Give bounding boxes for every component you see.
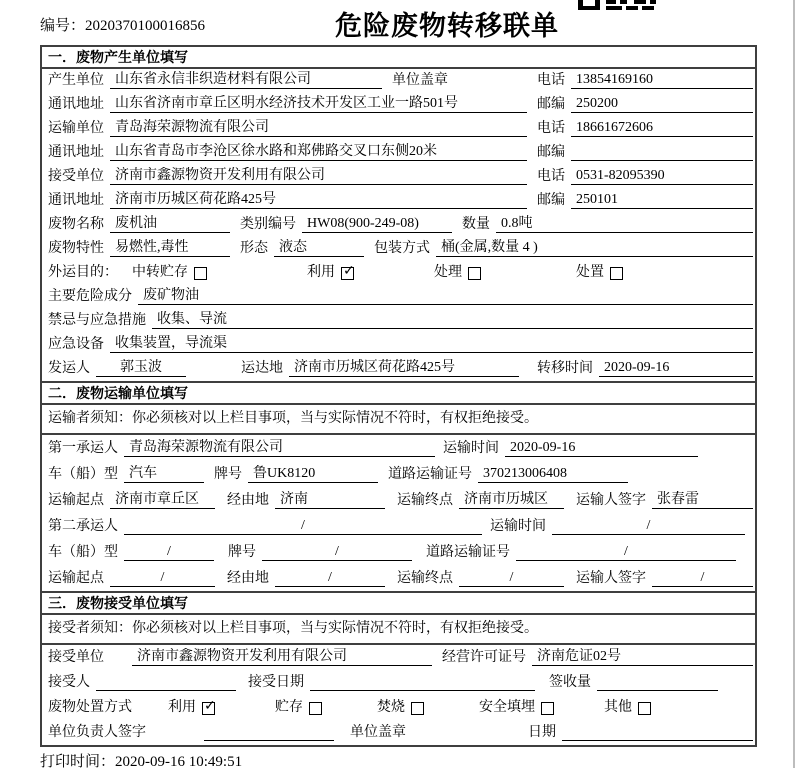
transporter-row: [42, 117, 755, 141]
receiver-value: 济南市鑫源物资开发利用有限公司: [110, 167, 527, 185]
transporter-value: 青岛海荣源物流有限公司: [110, 119, 527, 137]
disposal-option-label: 利用: [168, 700, 196, 715]
qr-code-fragment-icon: [578, 0, 656, 10]
route1-via-value: 济南: [275, 491, 385, 509]
carrier2-row: [42, 513, 755, 539]
hazard-label: 主要危险成分: [48, 289, 132, 304]
disposal-option-label: 贮存: [275, 700, 303, 715]
receiver-zip-group: [537, 191, 753, 209]
route-via-label: 经由地: [227, 571, 269, 586]
destination-label: 运达地: [241, 361, 283, 376]
address-label: 通讯地址: [48, 97, 104, 112]
section3-header: 三．废物接受单位填写: [42, 591, 755, 615]
carrier1-label: 第一承运人: [48, 441, 118, 456]
responsible-signature-row: [42, 720, 755, 745]
print-time-value: 2020-09-16 10:49:51: [115, 754, 243, 768]
checkbox-unchecked-icon: [610, 267, 623, 280]
waste-form-label: 形态: [240, 241, 268, 256]
route1-end-value: 济南市历城区: [459, 491, 564, 509]
receiver-phone-group: [537, 167, 753, 185]
vehicle1-license-value: 370213006408: [478, 465, 628, 483]
precaution-value: 收集、导流: [152, 311, 753, 329]
checkbox-unchecked-icon: [541, 702, 554, 715]
waste-form-value: 液态: [274, 239, 364, 257]
producer-phone-group: [537, 71, 753, 89]
waste-qty-value: 0.8吨: [496, 215, 753, 233]
receiver-phone-value: 0531-82095390: [571, 167, 753, 185]
phone-label: 电话: [537, 73, 565, 88]
hazard-row: [42, 285, 755, 309]
disposal-option-other: [604, 699, 651, 716]
carrier2-time-value: /: [552, 517, 745, 535]
zip-label: 邮编: [537, 193, 565, 208]
accept-unit-value: 济南市鑫源物资开发利用有限公司: [132, 648, 432, 666]
transporter-phone-group: [537, 119, 753, 137]
packaging-label: 包装方式: [374, 241, 430, 256]
route-start-label: 运输起点: [48, 493, 104, 508]
checkbox-checked-icon: [341, 267, 354, 280]
waste-name-row: [42, 213, 755, 237]
print-time-label: 打印时间：: [40, 754, 116, 768]
purpose-option-utilize: [307, 264, 354, 281]
producer-phone-value: 13854169160: [571, 71, 753, 89]
transfer-purpose-row: [42, 261, 755, 285]
disposal-option-incinerate: [377, 699, 424, 716]
road-license-label: 道路运输证号: [426, 545, 510, 560]
carrier2-time-group: [490, 517, 745, 535]
acceptor-label: 接受人: [48, 675, 90, 690]
purpose-option-treat: [434, 264, 481, 281]
transport-time-label: 运输时间: [490, 519, 546, 534]
disposal-method-label: 废物处置方式: [48, 700, 132, 715]
receiver-address-row: [42, 189, 755, 213]
purpose-option-dispose: [576, 264, 623, 281]
carrier1-time-group: [443, 439, 698, 457]
phone-label: 电话: [537, 169, 565, 184]
page-title: 危险废物转移联单: [335, 11, 559, 41]
waste-props-value: 易燃性,毒性: [110, 239, 230, 257]
page-edge-line: [793, 0, 795, 768]
transporter-address-row: [42, 141, 755, 165]
dispatcher-label: 发运人: [48, 361, 90, 376]
disposal-option-label: 其他: [604, 700, 632, 715]
section1-header: 一．废物产生单位填写: [42, 47, 755, 69]
date-label: 日期: [528, 725, 556, 740]
receiver-zip-value: 250101: [571, 191, 753, 209]
precaution-row: [42, 309, 755, 333]
transfer-time-group: [537, 359, 753, 377]
vehicle2-plate-value: /: [262, 543, 412, 561]
producer-address-row: [42, 93, 755, 117]
route1-start-value: 济南市章丘区: [110, 491, 215, 509]
transfer-time-value: 2020-09-16: [599, 359, 753, 377]
manifest-table: [40, 45, 757, 747]
unit-seal-label: 单位盖章: [350, 725, 406, 740]
doc-number: [40, 14, 205, 35]
accept-unit-label: 接受单位: [48, 650, 104, 665]
checkbox-unchecked-icon: [468, 267, 481, 280]
unit-seal-label: 单位盖章: [392, 73, 448, 88]
waste-qty-label: 数量: [462, 217, 490, 232]
route2-row: [42, 565, 755, 591]
waste-name-value: 废机油: [110, 215, 230, 233]
purpose-option-label: 利用: [307, 265, 335, 280]
responsible-sign-label: 单位负责人签字: [48, 725, 146, 740]
route-end-label: 运输终点: [397, 493, 453, 508]
zip-label: 邮编: [537, 97, 565, 112]
disposal-method-row: [42, 695, 755, 720]
carrier1-value: 青岛海荣源物流有限公司: [124, 439, 435, 457]
plate-label: 牌号: [214, 467, 242, 482]
receiver-notice: 接受者须知：你必须核对以上栏目事项，当与实际情况不符时，有权拒绝接受。: [42, 615, 755, 645]
vehicle-type-label: 车（船）型: [48, 467, 118, 482]
carrier2-label: 第二承运人: [48, 519, 118, 534]
route2-start-value: /: [110, 569, 215, 587]
permit-label: 经营许可证号: [442, 650, 526, 665]
address-label: 通讯地址: [48, 145, 104, 160]
checkbox-unchecked-icon: [309, 702, 322, 715]
equipment-label: 应急设备: [48, 337, 104, 352]
route2-sign-value: /: [652, 569, 753, 587]
accept-date-value: [310, 674, 535, 691]
equipment-value: 收集装置，导流渠: [110, 335, 753, 353]
transfer-time-label: 转移时间: [537, 361, 593, 376]
transporter-phone-value: 18661672606: [571, 119, 753, 137]
print-time: [40, 750, 242, 768]
transporter-label: 运输单位: [48, 121, 104, 136]
transporter-address-value: 山东省青岛市李沧区徐水路和郑佛路交叉口东侧20米: [110, 143, 527, 161]
address-label: 通讯地址: [48, 193, 104, 208]
carrier2-value: /: [124, 517, 482, 535]
received-qty-label: 签收量: [549, 675, 591, 690]
section2-header: 二．废物运输单位填写: [42, 381, 755, 405]
vehicle1-type-value: 汽车: [124, 465, 204, 483]
receiver-label: 接受单位: [48, 169, 104, 184]
producer-address-value: 山东省济南市章丘区明水经济技术开发区工业一路501号: [110, 95, 527, 113]
route1-sign-value: 张春雷: [652, 491, 753, 509]
checkbox-unchecked-icon: [638, 702, 651, 715]
disposal-option-label: 焚烧: [377, 700, 405, 715]
vehicle2-row: [42, 539, 755, 565]
purpose-label: 外运目的：: [48, 265, 118, 280]
waste-props-label: 废物特性: [48, 241, 104, 256]
receiver-address-value: 济南市历城区荷花路425号: [110, 191, 527, 209]
road-license-label: 道路运输证号: [388, 467, 472, 482]
waste-code-value: HW08(900-249-08): [302, 215, 452, 233]
checkbox-unchecked-icon: [194, 267, 207, 280]
transporter-sign-label: 运输人签字: [576, 493, 646, 508]
route-end-label: 运输终点: [397, 571, 453, 586]
zip-label: 邮编: [537, 145, 565, 160]
purpose-option-label: 处理: [434, 265, 462, 280]
dispatcher-value: 郭玉波: [96, 359, 186, 377]
route2-via-value: /: [275, 569, 385, 587]
route-via-label: 经由地: [227, 493, 269, 508]
producer-row: [42, 69, 755, 93]
date-value: [562, 724, 753, 741]
received-qty-value: [597, 674, 718, 691]
doc-number-label: 编号：: [40, 18, 86, 34]
producer-zip-value: 250200: [571, 95, 753, 113]
transport-time-label: 运输时间: [443, 441, 499, 456]
precaution-label: 禁忌与应急措施: [48, 313, 146, 328]
producer-zip-group: [537, 95, 753, 113]
accept-unit-row: [42, 645, 755, 670]
destination-value: 济南市历城区荷花路425号: [289, 359, 519, 377]
carrier1-row: [42, 435, 755, 461]
disposal-option-store: [275, 699, 322, 716]
permit-value: 济南危证02号: [532, 648, 753, 666]
responsible-sign-value: [204, 724, 334, 741]
producer-label: 产生单位: [48, 73, 104, 88]
purpose-option-label: 中转贮存: [132, 265, 188, 280]
acceptor-value: [96, 674, 236, 691]
vehicle1-row: [42, 461, 755, 487]
transporter-notice: 运输者须知：你必须核对以上栏目事项，当与实际情况不符时，有权拒绝接受。: [42, 405, 755, 435]
accept-date-label: 接受日期: [248, 675, 304, 690]
acceptor-row: [42, 670, 755, 695]
dispatch-row: [42, 357, 755, 381]
route2-end-value: /: [459, 569, 564, 587]
plate-label: 牌号: [228, 545, 256, 560]
disposal-option-landfill: [479, 699, 554, 716]
disposal-option-label: 安全填埋: [479, 700, 535, 715]
carrier1-time-value: 2020-09-16: [505, 439, 698, 457]
waste-code-label: 类别编号: [240, 217, 296, 232]
equipment-row: [42, 333, 755, 357]
vehicle1-plate-value: 鲁UK8120: [248, 465, 378, 483]
hazard-value: 废矿物油: [138, 287, 753, 305]
purpose-option-label: 处置: [576, 265, 604, 280]
transporter-sign-label: 运输人签字: [576, 571, 646, 586]
transporter-zip-group: [537, 144, 753, 161]
checkbox-checked-icon: [202, 702, 215, 715]
route-start-label: 运输起点: [48, 571, 104, 586]
route1-row: [42, 487, 755, 513]
vehicle2-license-value: /: [516, 543, 736, 561]
packaging-value: 桶(金属,数量 4 ): [436, 239, 753, 257]
waste-name-label: 废物名称: [48, 217, 104, 232]
purpose-option-storage: [132, 264, 207, 281]
doc-number-value: 2020370100016856: [85, 18, 206, 34]
checkbox-unchecked-icon: [411, 702, 424, 715]
vehicle-type-label: 车（船）型: [48, 545, 118, 560]
vehicle2-type-value: /: [124, 543, 214, 561]
phone-label: 电话: [537, 121, 565, 136]
producer-value: 山东省永信非织造材料有限公司: [110, 71, 382, 89]
waste-props-row: [42, 237, 755, 261]
transporter-zip-value: [571, 144, 753, 161]
disposal-option-utilize: [168, 699, 215, 716]
receiver-row: [42, 165, 755, 189]
